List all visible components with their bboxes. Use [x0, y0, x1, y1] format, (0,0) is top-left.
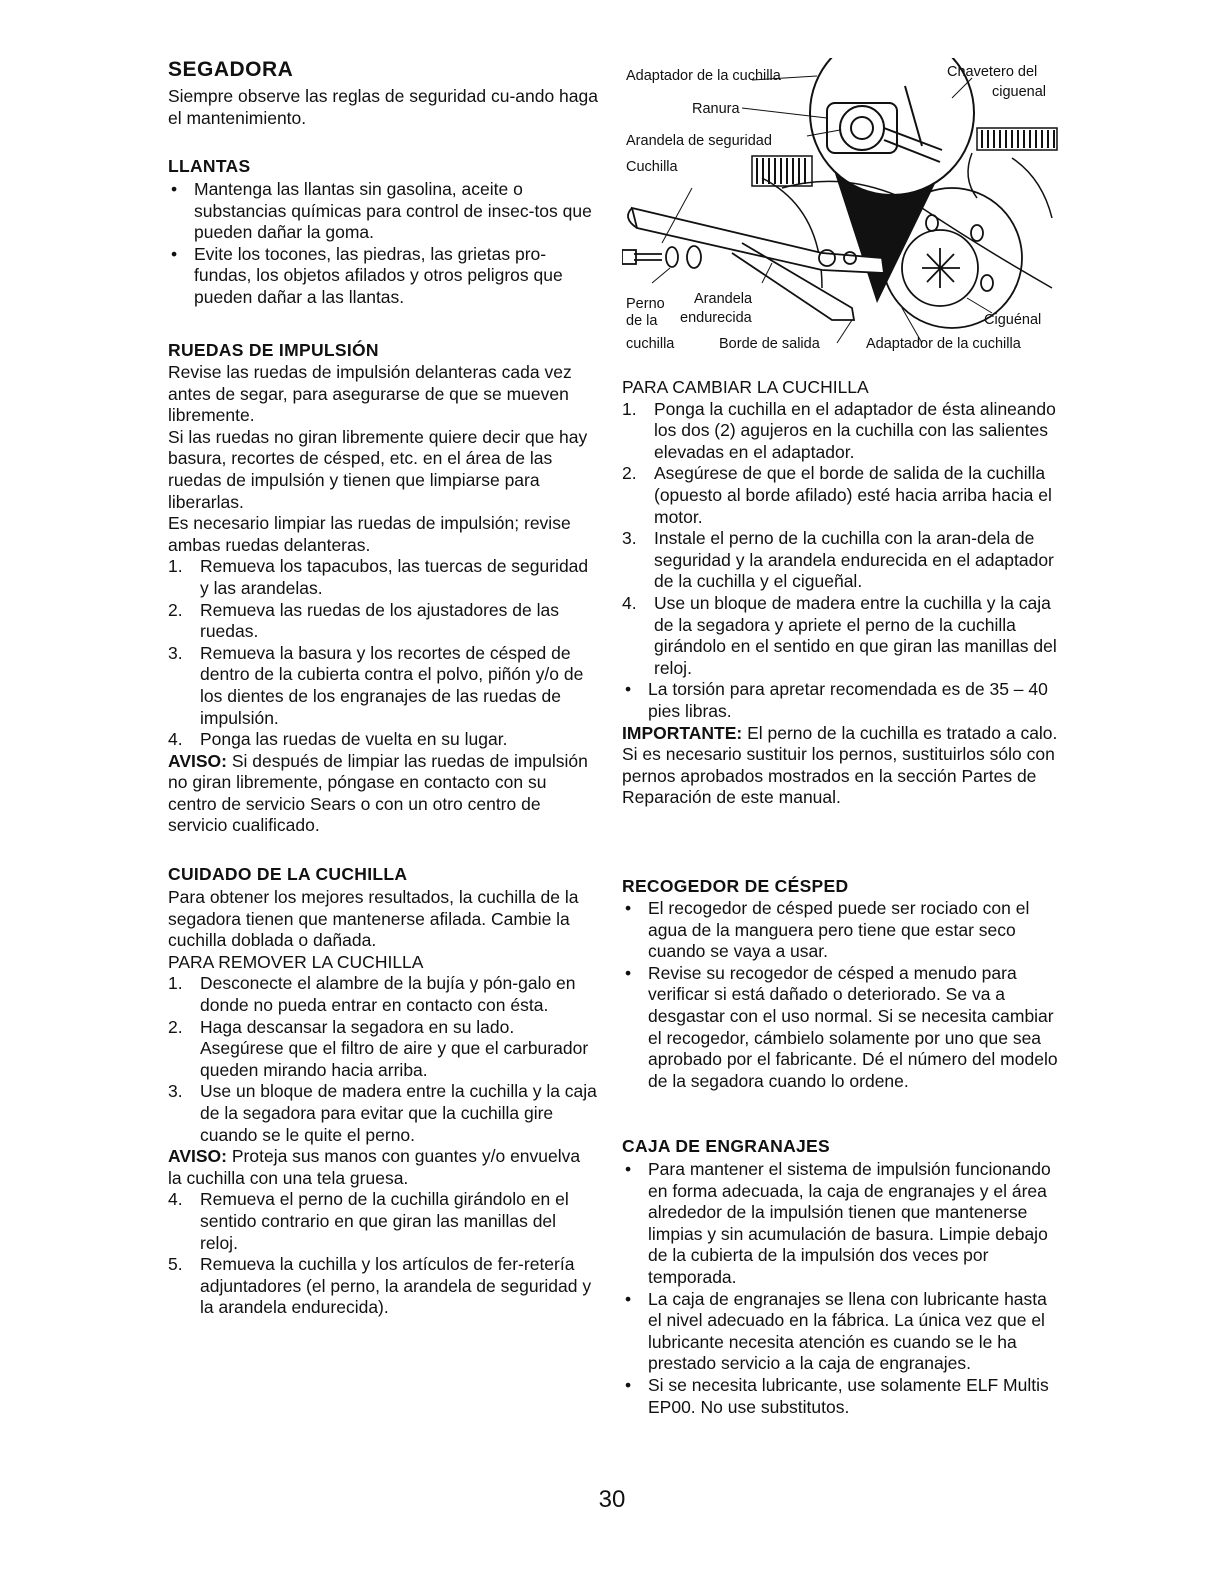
- llantas-list: [168, 179, 598, 309]
- list-item: 4. Use un bloque de madera entre la cuchilla y la caja de la segadora y apriete el perno de la cuchilla girándolo en el sentido en que giran las manillas del reloj.: [622, 592, 1057, 678]
- list-item: 4. Remueva el perno de la cuchilla girándolo en el sentido contrario en que giran las manillas del reloj.: [168, 1189, 569, 1253]
- label-cuchilla: Cuchilla: [626, 159, 678, 175]
- blade-assembly-diagram: [622, 58, 1062, 358]
- list-item: • El recogedor de césped puede ser rociado con el agua de la manguera pero tiene que estar seco cuando se vaya a usar.: [625, 898, 1030, 962]
- list-item: 5. Remueva la cuchilla y los artículos de fer-retería adjuntadores (el perno, la arandela de seguridad y la arandela endurecida).: [168, 1254, 592, 1318]
- list-item: 3. Instale el perno de la cuchilla con la aran-dela de seguridad y la arandela endurecida en el adaptador de la cuchilla y el cigueñal.: [622, 528, 1054, 592]
- label-arandela-seguridad: Arandela de seguridad: [626, 133, 772, 149]
- label-borde-salida: Borde de salida: [719, 336, 820, 352]
- label-perno-3: cuchilla: [626, 336, 675, 352]
- list-item: 1. Desconecte el alambre de la bujía y pón-galo en donde no pueda entrar en contacto con ésta.: [168, 973, 576, 1015]
- caja-list: [622, 1159, 1062, 1418]
- list-item: • La caja de engranajes se llena con lubricante hasta el nivel adecuado en la fábrica. La única vez que el lubricante necesita atención es cuando se le ha prestado servicio a la caja de engranajes.: [625, 1288, 1047, 1374]
- caja-title: CAJA DE ENGRANAJES: [622, 1136, 830, 1156]
- cuchilla-body: Para obtener los mejores resultados, la cuchilla de la segadora tienen que mantenerse afilada. Cambie la cuchilla doblada o dañada. PARA REMOVER LA CUCHILLA 1. Desconecte el alambre de la bujía y pón-galo en donde no pueda entrar en contacto con ésta. 2. Haga descansar la segadora en su lado. Asegúrese que el filtro de aire y que el carburador queden mirando hacia arriba. 3. Use un bloque de madera entre la cuchilla y la caja de la segadora para evitar que la cuchilla gire cuando se le quite el perno. AVISO: Proteja sus manos con guantes y/o envuelva la cuchilla con una tela gruesa. 4. Remueva el perno de la cuchilla girándolo en el sentido contrario en que giran las manillas del reloj. 5. Remueva la cuchilla y los artículos de fer-retería adjuntadores (el perno, la arandela de seguridad y la arandela endurecida).: [168, 887, 597, 1318]
- list-item: 2. Haga descansar la segadora en su lado. Asegúrese que el filtro de aire y que el carburador queden mirando hacia arriba.: [168, 1016, 589, 1080]
- hatch-block-left: [752, 156, 812, 186]
- list-item: 3. Remueva la basura y los recortes de césped de dentro de la cubierta contra el polvo, piñón y/o de los dientes de los engranajes de las ruedas de impulsión.: [168, 642, 584, 728]
- cambiar-title: PARA CAMBIAR LA CUCHILLA: [622, 377, 869, 397]
- importante-note: IMPORTANTE: El perno de la cuchilla es tratado a calo. Si es necesario sustituir los pernos, sustituirlos sólo con pernos aprobados mostrados en la sección Partes de Reparación de este manual.: [622, 722, 1058, 808]
- page-number: 30: [598, 1486, 626, 1513]
- list-item: 2. Remueva las ruedas de los ajustadores de las ruedas.: [168, 599, 559, 642]
- ruedas-aviso: AVISO: Si después de limpiar las ruedas de impulsión no giran libremente, póngase en contacto con su centro de servicio Sears o con un otro centro de servicio cualificado.: [168, 750, 588, 836]
- label-arandela-2: endurecida: [680, 310, 752, 326]
- segadora-intro: Siempre observe las reglas de seguridad cu-ando haga el mantenimiento.: [168, 86, 598, 128]
- label-ranura: Ranura: [692, 101, 740, 117]
- recogedor-list: [622, 898, 1062, 1092]
- label-perno-1: Perno: [626, 296, 665, 312]
- cambiar-section: [622, 377, 1062, 809]
- hatch-block-right: [977, 128, 1057, 150]
- list-item: • Revise su recogedor de césped a menudo para verificar si está dañado o deteriorado. Se va a desgastar con el uso normal. Si se necesita cambiar el recogedor, cámbielo solamente por uno que sea aprobado por el fabricante. Dé el número del modelo de la segadora cuando lo ordene.: [625, 962, 1058, 1091]
- list-item: • La torsión para apretar recomendada es de 35 – 40 pies libras.: [625, 679, 1048, 721]
- list-item: • Para mantener el sistema de impulsión funcionando en forma adecuada, la caja de engranajes y el área alrededor de la impulsión tienen que mantenerse limpias y sin acumulación de basura. Limpie debajo de la cubierta de la impulsión dos veces por temporada.: [625, 1159, 1051, 1287]
- llantas-title: LLANTAS: [168, 156, 251, 176]
- list-item: 1. Ponga la cuchilla en el adaptador de ésta alineando los dos (2) agujeros en la cuchilla con las salientes elevadas en el adaptador.: [622, 398, 1056, 462]
- list-item: • Mantenga las llantas sin gasolina, aceite o substancias químicas para control de insec-tos que pueden dañar la goma.: [171, 179, 592, 243]
- label-arandela-1: Arandela: [694, 291, 753, 307]
- label-chavetero: Chavetero del: [947, 64, 1038, 80]
- list-item: 3. Use un bloque de madera entre la cuchilla y la caja de la segadora para evitar que la cuchilla gire cuando se le quite el perno.: [168, 1081, 597, 1145]
- remover-title: PARA REMOVER LA CUCHILLA: [168, 951, 424, 972]
- ruedas-title: RUEDAS DE IMPULSIÓN: [168, 340, 379, 360]
- label-adaptador-bottom: Adaptador de la cuchilla: [866, 336, 1021, 352]
- label-adaptador-top: Adaptador de la cuchilla: [626, 68, 781, 84]
- label-ciguenal-small: ciguenal: [992, 84, 1047, 100]
- label-ciguenal: Ciguénal: [984, 312, 1042, 328]
- list-item: • Si se necesita lubricante, use solamente ELF Multis EP00. No use substitutos.: [625, 1374, 1049, 1417]
- cuchilla-title: CUIDADO DE LA CUCHILLA: [168, 864, 408, 884]
- recogedor-title: RECOGEDOR DE CÉSPED: [622, 876, 849, 896]
- list-item: • Evite los tocones, las piedras, las grietas pro-fundas, los objetos afilados y otros peligros que pueden dañar a las llantas.: [171, 243, 563, 307]
- blade: [628, 208, 884, 320]
- list-item: 2. Asegúrese de que el borde de salida de la cuchilla (opuesto al borde afilado) esté hacia arriba hacia el motor.: [622, 463, 1052, 527]
- segadora-title: SEGADORA: [168, 58, 294, 81]
- ruedas-body: Revise las ruedas de impulsión delanteras cada vez antes de segar, para asegurarse de que se mueven libremente. Si las ruedas no giran libremente quiere decir que hay basura, recortes de césped, etc. en el área de las ruedas de impulsión y tienen que limpiarse para liberarlas. Es necesario limpiar las ruedas de impulsión; revise ambas ruedas delanteras. 1. Remueva los tapacubos, las tuercas de seguridad y las arandelas. 2. Remueva las ruedas de los ajustadores de las ruedas. 3. Remueva la basura y los recortes de césped de dentro de la cubierta contra el polvo, piñón y/o de los dientes de los engranajes de las ruedas de impulsión. 4. Ponga las ruedas de vuelta en su lugar. AVISO: Si después de limpiar las ruedas de impulsión no giran libremente, póngase en contacto con su centro de servicio Sears o con un otro centro de servicio cualificado.: [168, 362, 598, 837]
- cuchilla-aviso: AVISO: Proteja sus manos con guantes y/o envuelva la cuchilla con una tela gruesa.: [168, 1146, 581, 1188]
- list-item: 1. Remueva los tapacubos, las tuercas de seguridad y las arandelas.: [168, 556, 589, 598]
- label-perno-2: de la: [626, 313, 658, 329]
- list-item: 4. Ponga las ruedas de vuelta en su lugar.: [168, 729, 508, 750]
- bolt-and-washers: [622, 246, 701, 268]
